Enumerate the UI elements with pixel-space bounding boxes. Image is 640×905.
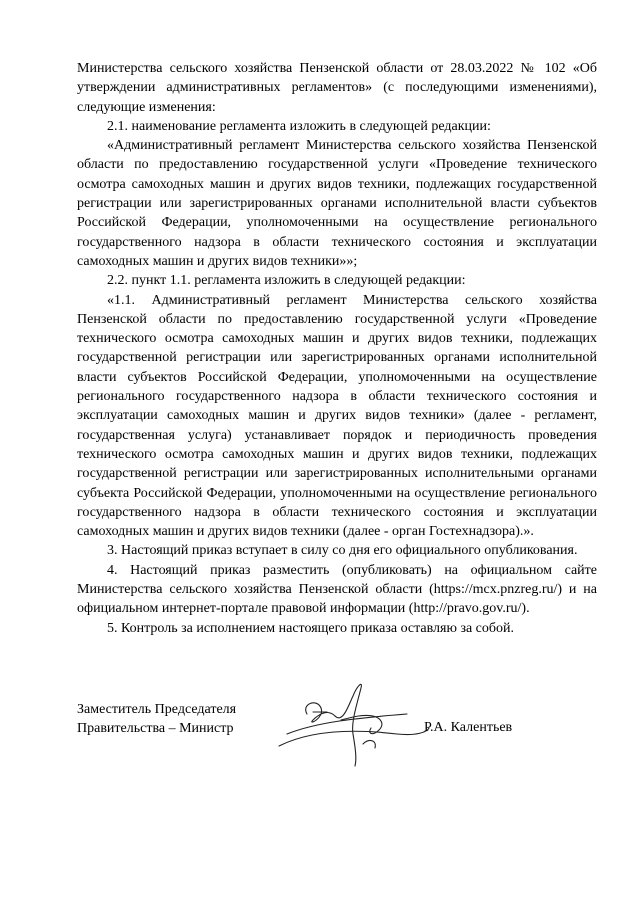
- position-line-1: Заместитель Председателя: [77, 702, 237, 717]
- paragraph-1: Министерства сельского хозяйства Пензенской области от 28.03.2022 № 102 «Об утверждении административных регламентов» (с последующими изменениями), следующие изменения:: [77, 61, 597, 115]
- paragraph-6: 3. Настоящий приказ вступает в силу со дня его официального опубликования.: [107, 543, 578, 559]
- signatory-name: Р.А. Калентьев: [424, 720, 513, 735]
- paragraph-4: 2.2. пункт 1.1. регламента изложить в следующей редакции:: [107, 273, 466, 289]
- paragraph-2: 2.1. наименование регламента изложить в следующей редакции:: [107, 118, 491, 134]
- handwritten-signature: [277, 674, 437, 774]
- document-body: [77, 59, 597, 638]
- paragraph-3: «Административный регламент Министерства сельского хозяйства Пензенской области по предоставлению государственной услуги «Проведение технического осмотра самоходных машин и других видов техники, подлежащих государственной регистрации или зарегистрированных органами исполнительной власти субъектов Российской Федерации, уполномоченными на осуществление регионального государственного надзора в области технического состояния и эксплуатации самоходных машин и других видов техники»»;: [77, 138, 597, 269]
- signature-block: [77, 700, 597, 790]
- signatory-position: [77, 700, 236, 739]
- paragraph-7: 4. Настоящий приказ разместить (опубликовать) на официальном сайте Министерства сельского хозяйства Пензенской области (https://mcx.pnzreg.ru/) и на официальном интернет-портале правовой информации (http://pravo.gov.ru/).: [77, 562, 597, 617]
- position-line-2: Правительства – Министр: [77, 721, 234, 737]
- paragraph-8: 5. Контроль за исполнением настоящего приказа оставляю за собой.: [107, 620, 515, 636]
- paragraph-5: «1.1. Административный регламент Министерства сельского хозяйства Пензенской области по предоставлению государственной услуги «Проведение технического осмотра самоходных машин и других видов техники, подлежащих государственной регистрации или зарегистрированных органами исполнительной власти субъектов Российской Федерации, уполномоченными на осуществление регионального государственного надзора в области технического состояния и эксплуатации самоходных машин и других видов техники» (далее - регламент, государственная услуга) устанавливает порядок и периодичность проведения технического осмотра самоходных машин и других видов техники, подлежащих государственной регистрации или зарегистрированных исполнительными органами субъекта Российской Федерации, уполномоченными на осуществление регионального государственного надзора в области технического состояния и эксплуатации самоходных машин и других видов техники (далее - орган Гостехнадзора).».: [77, 292, 597, 540]
